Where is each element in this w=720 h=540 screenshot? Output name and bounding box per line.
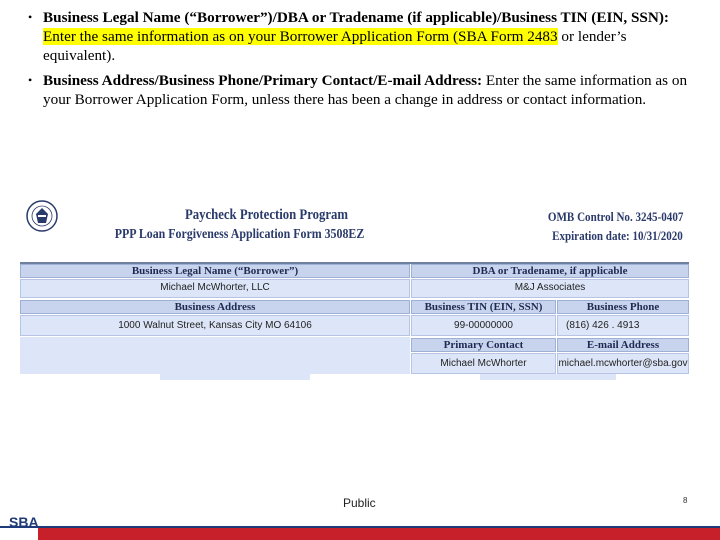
bullet-marker: • (28, 10, 33, 24)
bullet-item-business-address (26, 71, 696, 109)
empty-cell (20, 337, 410, 374)
header-business-phone: Business Phone (557, 300, 689, 314)
header-business-address: Business Address (20, 300, 410, 314)
form-subtitle: PPP Loan Forgiveness Application Form 3508EZ (114, 227, 365, 242)
header-email-address: E-mail Address (557, 338, 689, 352)
email-address-field: michael.mcwhorter@sba.gov (557, 353, 689, 374)
header-primary-contact: Primary Contact (411, 338, 556, 352)
header-business-tin: Business TIN (EIN, SSN) (411, 300, 556, 314)
bullet-marker: • (28, 73, 33, 87)
bullet-body: Enter the same information as on your Borrower Application Form, unless there has been a change in address or contact information. (43, 72, 688, 108)
highlighted-text: Enter the same information as on your Borrower Application Form (SBA Form 2483 (43, 28, 558, 45)
bullet-item-business-name (26, 8, 696, 65)
dba-field: M&J Associates (411, 279, 689, 298)
business-tin-field: 99-00000000 (411, 315, 556, 336)
bullet-list (26, 8, 696, 115)
bullet-heading: Business Legal Name (“Borrower”)/DBA or Tradename (if applicable)/Business TIN (EIN, SSN): (43, 9, 669, 26)
classification-label: Public (343, 496, 376, 510)
bullet-body: or lender’s equivalent). (43, 28, 627, 64)
primary-contact-field: Michael McWhorter (411, 353, 556, 374)
shadow-strip (480, 374, 616, 380)
form-title: Paycheck Protection Program (184, 207, 349, 223)
footer-bar-red (38, 528, 720, 540)
business-address-field: 1000 Walnut Street, Kansas City MO 64106 (20, 315, 410, 336)
sba-logo: SBA (9, 514, 39, 530)
header-legal-name: Business Legal Name (“Borrower”) (20, 264, 410, 278)
header-dba: DBA or Tradename, if applicable (411, 264, 689, 278)
business-phone-field: (816) 426 . 4913 (557, 315, 689, 336)
bullet-heading: Business Address/Business Phone/Primary Contact/E-mail Address: (43, 72, 483, 89)
legal-name-field: Michael McWhorter, LLC (20, 279, 410, 298)
form-excerpt-image (20, 196, 689, 380)
shadow-strip (160, 374, 310, 380)
expiration-date: Expiration date: 10/31/2020 (552, 228, 683, 243)
page-number: 8 (683, 496, 688, 505)
omb-control-number: OMB Control No. 3245-0407 (547, 209, 683, 224)
